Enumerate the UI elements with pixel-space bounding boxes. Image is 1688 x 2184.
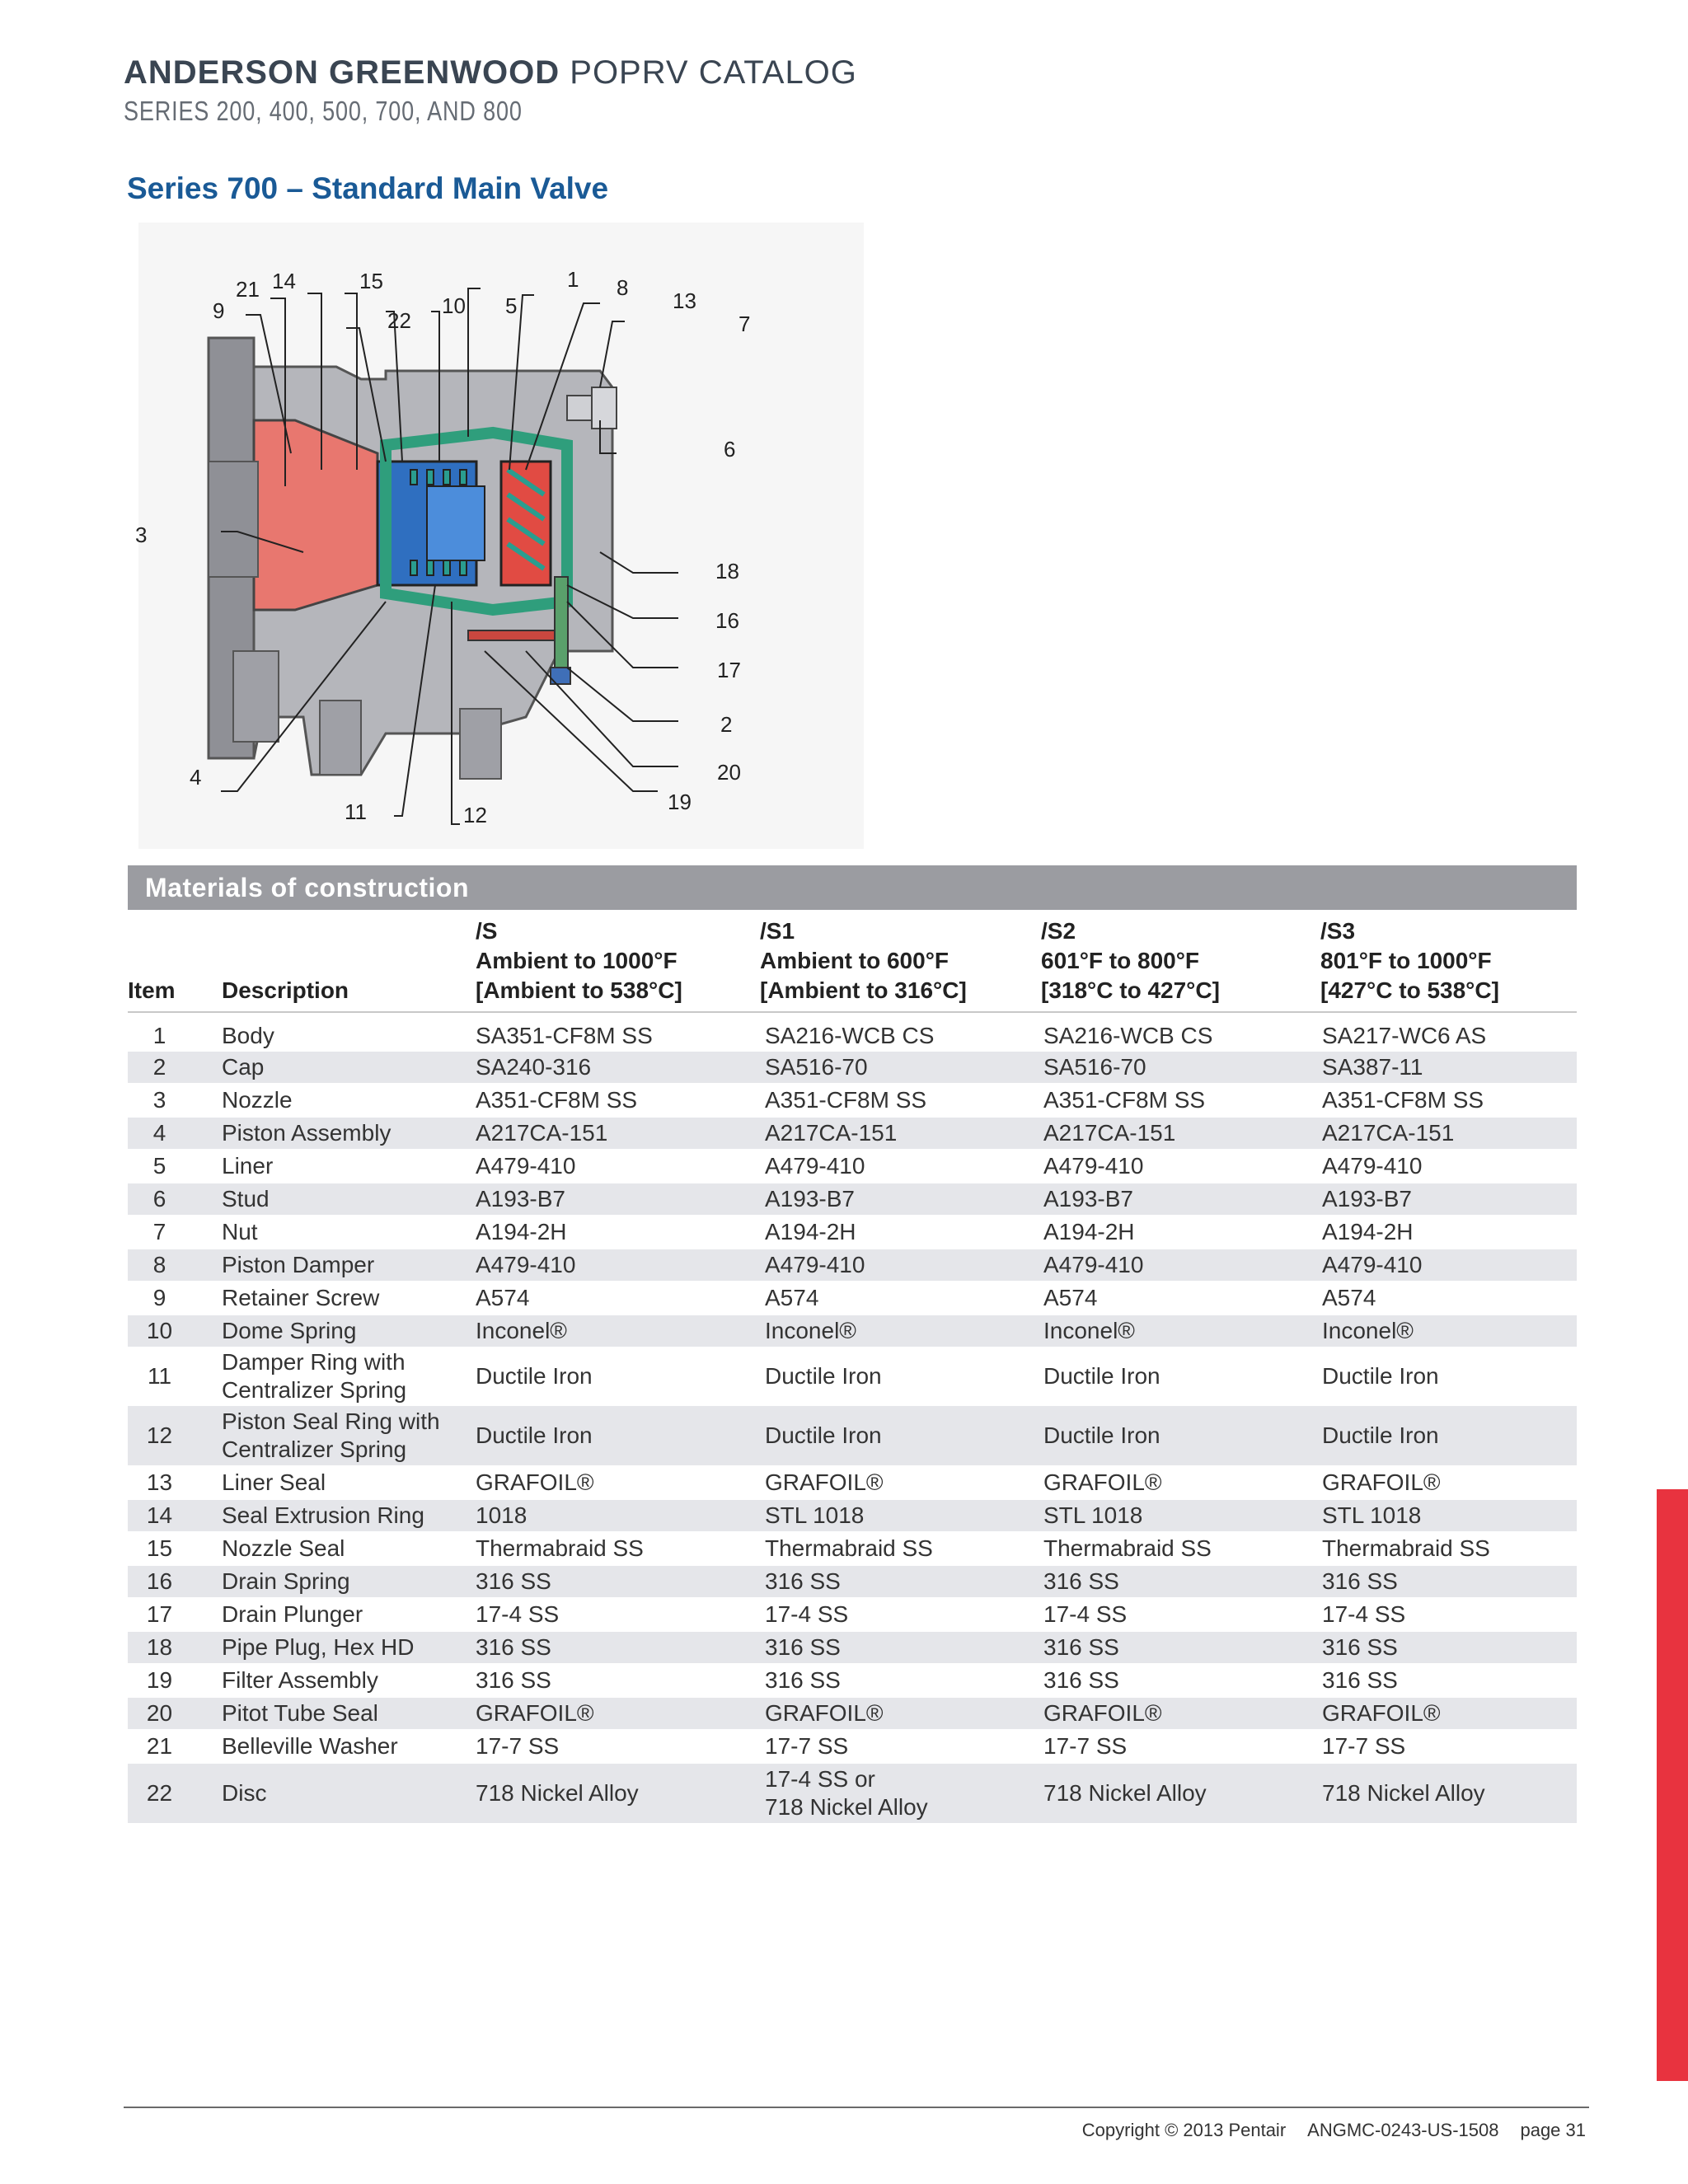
table-row <box>128 1465 1577 1500</box>
callout-14: 14 <box>272 269 296 293</box>
table-cell-s: 316 SS <box>476 1634 551 1660</box>
table-cell-s1: Ductile Iron <box>765 1422 882 1448</box>
col-s-range-c: [Ambient to 538°C] <box>476 977 682 1003</box>
table-cell-desc: Seal Extrusion Ring <box>222 1502 424 1528</box>
table-cell-s2: 316 SS <box>1043 1568 1119 1594</box>
table-row <box>128 1597 1577 1632</box>
table-cell-s2: GRAFOIL® <box>1043 1700 1162 1726</box>
table-cell-s: A479-410 <box>476 1153 576 1179</box>
table-cell-desc: Body <box>222 1023 274 1048</box>
callout-16: 16 <box>715 608 739 633</box>
table-cell-item: 3 <box>152 1087 166 1113</box>
table-cell-s3: 17-7 SS <box>1322 1733 1406 1759</box>
table-row <box>128 1632 1577 1663</box>
col-s2-range-f: 601°F to 800°F <box>1041 948 1200 973</box>
table-cell-desc: Nozzle Seal <box>222 1535 345 1561</box>
callout-17: 17 <box>717 658 741 682</box>
table-cell-s: A194-2H <box>476 1219 567 1244</box>
table-cell-s1: Thermabraid SS <box>765 1535 933 1561</box>
table-cell-item: 13 <box>146 1469 173 1495</box>
table-cell-s: A479-410 <box>476 1252 576 1277</box>
table-row <box>128 1347 1577 1406</box>
table-cell-s2: SA216-WCB CS <box>1043 1023 1213 1048</box>
table-cell-s2: 718 Nickel Alloy <box>1043 1780 1207 1806</box>
table-cell-s3: A194-2H <box>1322 1219 1414 1244</box>
table-cell-item: 9 <box>152 1285 166 1310</box>
table-cell-s3: SA387-11 <box>1322 1054 1423 1080</box>
table-cell-s1: 316 SS <box>765 1667 841 1693</box>
table-cell-item: 16 <box>146 1568 173 1594</box>
page-number: page 31 <box>1520 2120 1586 2140</box>
col-s1-range-c: [Ambient to 316°C] <box>760 977 967 1003</box>
table-cell-s3: STL 1018 <box>1322 1502 1422 1528</box>
footer-rule <box>124 2107 1589 2108</box>
filter-assembly-shape <box>468 630 559 640</box>
table-cell-s3: A479-410 <box>1322 1153 1423 1179</box>
table-cell-s3: 17-4 SS <box>1322 1601 1406 1627</box>
col-s-code: /S <box>476 918 498 944</box>
catalog-title <box>124 54 857 91</box>
table-cell-item: 10 <box>146 1318 173 1343</box>
callout-10: 10 <box>442 293 466 318</box>
document-code: ANGMC-0243-US-1508 <box>1307 2120 1499 2140</box>
table-row <box>128 1566 1577 1597</box>
table-row <box>128 1249 1577 1281</box>
callout-1: 1 <box>567 267 579 292</box>
col-s1-range-f: Ambient to 600°F <box>760 948 950 973</box>
table-cell-item: 8 <box>152 1252 166 1277</box>
table-cell-s1: 316 SS <box>765 1568 841 1594</box>
table-cell-desc: Drain Plunger <box>222 1601 363 1627</box>
table-cell-s3: Ductile Iron <box>1322 1363 1439 1389</box>
table-cell-s1: A479-410 <box>765 1153 865 1179</box>
table-cell-s3: A574 <box>1322 1285 1376 1310</box>
col-s-range-f: Ambient to 1000°F <box>476 948 678 973</box>
table-row <box>128 1406 1577 1465</box>
table-cell-item: 7 <box>152 1219 166 1244</box>
table-cell-s3: 316 SS <box>1322 1634 1398 1660</box>
col-s1-header <box>760 916 967 1005</box>
callout-3: 3 <box>135 523 148 547</box>
table-cell-s1: 17-4 SS or 718 Nickel Alloy <box>765 1766 928 1820</box>
callout-12: 12 <box>463 803 487 827</box>
table-cell-s2: Ductile Iron <box>1043 1363 1160 1389</box>
col-item-header: Item <box>128 977 176 1003</box>
table-cell-s2: A193-B7 <box>1043 1186 1133 1212</box>
table-cell-s1: A194-2H <box>765 1219 856 1244</box>
section-title: Series 700 – Standard Main Valve <box>127 171 609 205</box>
table-cell-item: 21 <box>146 1733 173 1759</box>
table-cell-s: Ductile Iron <box>476 1422 593 1448</box>
table-cell-s: GRAFOIL® <box>476 1469 594 1495</box>
table-cell-s: SA240-316 <box>476 1054 592 1080</box>
catalog-name: POPRV CATALOG <box>570 54 857 91</box>
table-row <box>128 1083 1577 1118</box>
col-s3-range-c: [427°C to 538°C] <box>1320 977 1499 1003</box>
callout-5: 5 <box>505 293 518 318</box>
table-cell-s2: 17-7 SS <box>1043 1733 1128 1759</box>
table-cell-s1: Ductile Iron <box>765 1363 882 1389</box>
callout-13: 13 <box>673 288 696 313</box>
table-cell-s2: 17-4 SS <box>1043 1601 1128 1627</box>
table-cell-s2: A574 <box>1043 1285 1098 1310</box>
table-cell-s1: SA516-70 <box>765 1054 868 1080</box>
table-cell-s2: A479-410 <box>1043 1252 1144 1277</box>
copyright-text: Copyright © 2013 Pentair <box>1081 2120 1287 2140</box>
valve-cross-section-diagram <box>135 223 864 849</box>
table-cell-s3: 316 SS <box>1322 1568 1398 1594</box>
table-cell-s: 316 SS <box>476 1568 551 1594</box>
drain-plunger-shape <box>555 577 568 668</box>
table-cell-s3: Thermabraid SS <box>1322 1535 1490 1561</box>
table-cell-item: 4 <box>152 1120 166 1146</box>
table-cell-s2: Thermabraid SS <box>1043 1535 1212 1561</box>
table-cell-desc: Drain Spring <box>222 1568 350 1594</box>
table-row <box>128 1183 1577 1215</box>
table-cell-s1: 17-4 SS <box>765 1601 849 1627</box>
materials-heading: Materials of construction <box>145 873 469 902</box>
table-cell-s2: A217CA-151 <box>1043 1120 1176 1146</box>
table-cell-s3: A351-CF8M SS <box>1322 1087 1484 1113</box>
table-row <box>128 1149 1577 1183</box>
col-s2-header <box>1041 916 1220 1005</box>
callout-8: 8 <box>617 275 629 300</box>
table-cell-s2: GRAFOIL® <box>1043 1469 1162 1495</box>
table-cell-s2: A479-410 <box>1043 1153 1144 1179</box>
table-cell-s3: Inconel® <box>1322 1318 1414 1343</box>
callout-6: 6 <box>724 437 736 462</box>
table-cell-s1: A574 <box>765 1285 819 1310</box>
col-s2-code: /S2 <box>1041 918 1076 944</box>
table-cell-s1: STL 1018 <box>765 1502 865 1528</box>
table-cell-s1: GRAFOIL® <box>765 1700 884 1726</box>
table-cell-desc: Damper Ring with Centralizer Spring <box>222 1349 407 1403</box>
table-cell-s1: A479-410 <box>765 1252 865 1277</box>
table-cell-s: 316 SS <box>476 1667 551 1693</box>
table-cell-desc: Piston Assembly <box>222 1120 392 1146</box>
nozzle-shape <box>254 420 377 610</box>
table-cell-s1: A217CA-151 <box>765 1120 898 1146</box>
table-cell-s1: A193-B7 <box>765 1186 855 1212</box>
table-cell-s3: GRAFOIL® <box>1322 1469 1441 1495</box>
col-s2-range-c: [318°C to 427°C] <box>1041 977 1220 1003</box>
table-cell-s: A193-B7 <box>476 1186 565 1212</box>
table-cell-desc: Piston Seal Ring with Centralizer Spring <box>222 1408 440 1462</box>
table-cell-desc: Liner Seal <box>222 1469 326 1495</box>
table-cell-item: 22 <box>146 1780 173 1806</box>
table-row <box>128 1531 1577 1566</box>
table-cell-desc: Pitot Tube Seal <box>222 1700 378 1726</box>
table-cell-s: Ductile Iron <box>476 1363 593 1389</box>
table-cell-s: 718 Nickel Alloy <box>476 1780 639 1806</box>
table-cell-desc: Disc <box>222 1780 267 1806</box>
callout-22: 22 <box>387 308 411 333</box>
callout-9: 9 <box>213 298 225 323</box>
table-cell-s: Inconel® <box>476 1318 567 1343</box>
callout-7: 7 <box>738 312 751 336</box>
table-cell-item: 2 <box>152 1054 166 1080</box>
table-row <box>128 1698 1577 1729</box>
table-cell-s2: STL 1018 <box>1043 1502 1143 1528</box>
table-cell-s3: A479-410 <box>1322 1252 1423 1277</box>
materials-heading-bar <box>128 865 1577 910</box>
table-cell-s2: A194-2H <box>1043 1219 1135 1244</box>
col-s3-code: /S3 <box>1320 918 1356 944</box>
table-cell-item: 18 <box>146 1634 173 1660</box>
table-cell-s3: A217CA-151 <box>1322 1120 1455 1146</box>
table-row <box>128 1315 1577 1347</box>
table-cell-s: 17-4 SS <box>476 1601 560 1627</box>
table-cell-s3: GRAFOIL® <box>1322 1700 1441 1726</box>
table-row <box>128 1729 1577 1764</box>
stud-shape <box>567 396 592 420</box>
nut-shape <box>592 387 617 429</box>
table-cell-desc: Piston Damper <box>222 1252 375 1277</box>
table-cell-s: A351-CF8M SS <box>476 1087 638 1113</box>
table-cell-item: 17 <box>146 1601 173 1627</box>
table-cell-item: 1 <box>152 1023 166 1048</box>
table-cell-item: 14 <box>146 1502 173 1528</box>
table-cell-item: 12 <box>146 1422 173 1448</box>
table-cell-s1: 17-7 SS <box>765 1733 849 1759</box>
table-cell-s1: SA216-WCB CS <box>765 1023 935 1048</box>
table-cell-item: 5 <box>152 1153 166 1179</box>
table-cell-desc: Cap <box>222 1054 265 1080</box>
table-cell-s1: 316 SS <box>765 1634 841 1660</box>
table-row <box>128 1500 1577 1531</box>
table-cell-item: 6 <box>152 1186 166 1212</box>
table-cell-desc: Liner <box>222 1153 274 1179</box>
table-cell-s2: SA516-70 <box>1043 1054 1146 1080</box>
callout-11: 11 <box>345 799 367 824</box>
table-cell-s1: A351-CF8M SS <box>765 1087 927 1113</box>
table-cell-s2: 316 SS <box>1043 1667 1119 1693</box>
table-cell-s: A217CA-151 <box>476 1120 608 1146</box>
callout-15: 15 <box>359 269 383 293</box>
table-cell-desc: Dome Spring <box>222 1318 357 1343</box>
table-cell-s2: A351-CF8M SS <box>1043 1087 1206 1113</box>
table-cell-desc: Retainer Screw <box>222 1285 380 1310</box>
table-cell-desc: Stud <box>222 1186 270 1212</box>
callout-2: 2 <box>720 712 733 737</box>
table-cell-item: 20 <box>146 1700 173 1726</box>
table-cell-desc: Nut <box>222 1219 258 1244</box>
table-cell-desc: Nozzle <box>222 1087 293 1113</box>
col-s-header <box>476 916 682 1005</box>
table-cell-item: 15 <box>146 1535 173 1561</box>
callout-4: 4 <box>190 765 202 790</box>
series-subtitle: SERIES 200, 400, 500, 700, AND 800 <box>124 96 523 126</box>
table-cell-item: 19 <box>146 1667 173 1693</box>
table-row <box>128 1020 1577 1052</box>
table-cell-s2: Ductile Iron <box>1043 1422 1160 1448</box>
callout-21: 21 <box>236 277 260 302</box>
table-cell-s3: 316 SS <box>1322 1667 1398 1693</box>
table-cell-s3: 718 Nickel Alloy <box>1322 1780 1485 1806</box>
page-footer <box>1082 2120 1586 2141</box>
table-row <box>128 1118 1577 1149</box>
table-cell-s1: GRAFOIL® <box>765 1469 884 1495</box>
table-cell-s: GRAFOIL® <box>476 1700 594 1726</box>
materials-table <box>128 1020 1577 1823</box>
table-row <box>128 1052 1577 1083</box>
table-row <box>128 1215 1577 1249</box>
table-cell-desc: Pipe Plug, Hex HD <box>222 1634 415 1660</box>
table-cell-item: 11 <box>147 1363 172 1389</box>
table-cell-s: A574 <box>476 1285 530 1310</box>
table-cell-s: 17-7 SS <box>476 1733 560 1759</box>
col-s1-code: /S1 <box>760 918 795 944</box>
table-row <box>128 1764 1577 1823</box>
table-cell-s3: Ductile Iron <box>1322 1422 1439 1448</box>
table-cell-desc: Filter Assembly <box>222 1667 378 1693</box>
table-cell-s: SA351-CF8M SS <box>476 1023 653 1048</box>
table-cell-s2: Inconel® <box>1043 1318 1135 1343</box>
col-description-header: Description <box>222 977 349 1003</box>
table-cell-s: Thermabraid SS <box>476 1535 644 1561</box>
table-row <box>128 1663 1577 1698</box>
table-cell-s1: Inconel® <box>765 1318 856 1343</box>
table-cell-desc: Belleville Washer <box>222 1733 398 1759</box>
section-side-tab <box>1657 1489 1688 2081</box>
col-s3-header <box>1320 916 1499 1005</box>
table-cell-s: 1018 <box>476 1502 528 1528</box>
col-s3-range-f: 801°F to 1000°F <box>1320 948 1492 973</box>
table-cell-s3: SA217-WC6 AS <box>1322 1023 1487 1048</box>
table-cell-s3: A193-B7 <box>1322 1186 1412 1212</box>
callout-20: 20 <box>717 760 741 785</box>
callout-18: 18 <box>715 559 739 583</box>
brand-name: ANDERSON GREENWOOD <box>124 54 560 91</box>
callout-19: 19 <box>668 790 692 814</box>
table-row <box>128 1281 1577 1315</box>
table-cell-s2: 316 SS <box>1043 1634 1119 1660</box>
table-header-rule <box>128 1011 1577 1013</box>
